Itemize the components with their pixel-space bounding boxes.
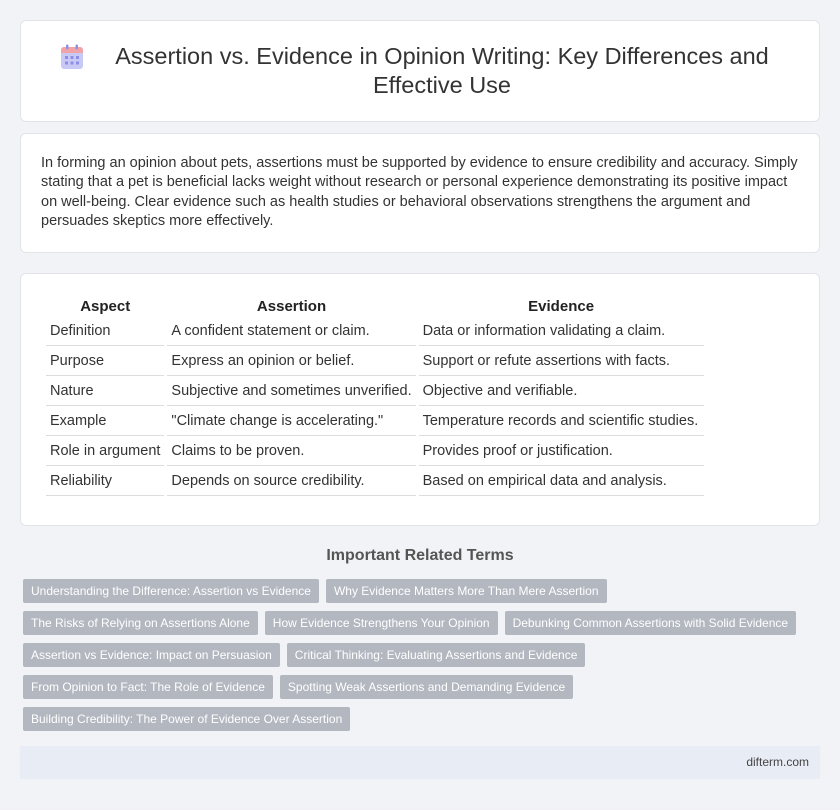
table-row (46, 406, 704, 436)
table-row (46, 376, 704, 406)
table-row (46, 466, 704, 496)
related-term-link[interactable]: Understanding the Difference: Assertion vs Evidence (23, 579, 319, 603)
related-term-link[interactable]: Debunking Common Assertions with Solid Evidence (505, 611, 796, 635)
header-card (20, 20, 820, 122)
tag-row (23, 707, 823, 731)
calendar-icon (60, 44, 84, 70)
tag-row (23, 643, 823, 667)
related-terms-heading: Important Related Terms (326, 547, 514, 564)
related-term-link[interactable]: Assertion vs Evidence: Impact on Persuasion (23, 643, 280, 667)
comparison-table (43, 296, 707, 496)
related-term-link[interactable]: Spotting Weak Assertions and Demanding Evidence (280, 675, 573, 699)
column-header-aspect: Aspect (80, 298, 131, 315)
table-row (46, 346, 704, 376)
table-cell: A confident statement or claim. (167, 316, 415, 346)
table-cell: Express an opinion or belief. (167, 346, 415, 376)
related-term-link[interactable]: Building Credibility: The Power of Evidence Over Assertion (23, 707, 350, 731)
table-row (46, 316, 704, 346)
comparison-card (20, 273, 820, 526)
table-cell: Depends on source credibility. (167, 466, 415, 496)
table-cell: Example (46, 406, 164, 436)
related-term-link[interactable]: From Opinion to Fact: The Role of Evidence (23, 675, 273, 699)
table-cell: Based on empirical data and analysis. (419, 466, 704, 496)
tag-row (23, 579, 823, 603)
related-term-link[interactable]: Why Evidence Matters More Than Mere Assertion (326, 579, 607, 603)
table-cell: Nature (46, 376, 164, 406)
related-term-link[interactable]: Critical Thinking: Evaluating Assertions and Evidence (287, 643, 586, 667)
table-cell: Support or refute assertions with facts. (419, 346, 704, 376)
intro-paragraph: In forming an opinion about pets, assertions must be supported by evidence to ensure credibility and accuracy. Simply stating that a pet is beneficial lacks weight without research or personal experience demonstrating its positive impact on well-being. Clear evidence such as health studies or behavioral observations strengthens the argument and persuades skeptics more effectively. (41, 155, 798, 229)
table-cell: Provides proof or justification. (419, 436, 704, 466)
site-link[interactable]: difterm.com (746, 755, 809, 769)
footer (20, 746, 820, 779)
table-cell: Definition (46, 316, 164, 346)
table-cell: Reliability (46, 466, 164, 496)
related-terms-list (23, 579, 823, 739)
table-header-row (46, 296, 704, 316)
tag-row (23, 611, 823, 635)
page-title: Assertion vs. Evidence in Opinion Writing: Key Differences and Effective Use (115, 43, 769, 98)
table-cell: Purpose (46, 346, 164, 376)
table-cell: Objective and verifiable. (419, 376, 704, 406)
related-term-link[interactable]: The Risks of Relying on Assertions Alone (23, 611, 258, 635)
column-header-assertion: Assertion (256, 298, 327, 315)
table-cell: Role in argument (46, 436, 164, 466)
table-cell: Subjective and sometimes unverified. (167, 376, 415, 406)
column-header-evidence: Evidence (528, 298, 595, 315)
table-cell: Claims to be proven. (167, 436, 415, 466)
table-cell: "Climate change is accelerating." (167, 406, 415, 436)
tag-row (23, 675, 823, 699)
table-cell: Temperature records and scientific studies. (419, 406, 704, 436)
table-row (46, 436, 704, 466)
intro-card (20, 133, 820, 253)
related-term-link[interactable]: How Evidence Strengthens Your Opinion (265, 611, 498, 635)
title-wrap (60, 42, 780, 100)
table-cell: Data or information validating a claim. (419, 316, 704, 346)
